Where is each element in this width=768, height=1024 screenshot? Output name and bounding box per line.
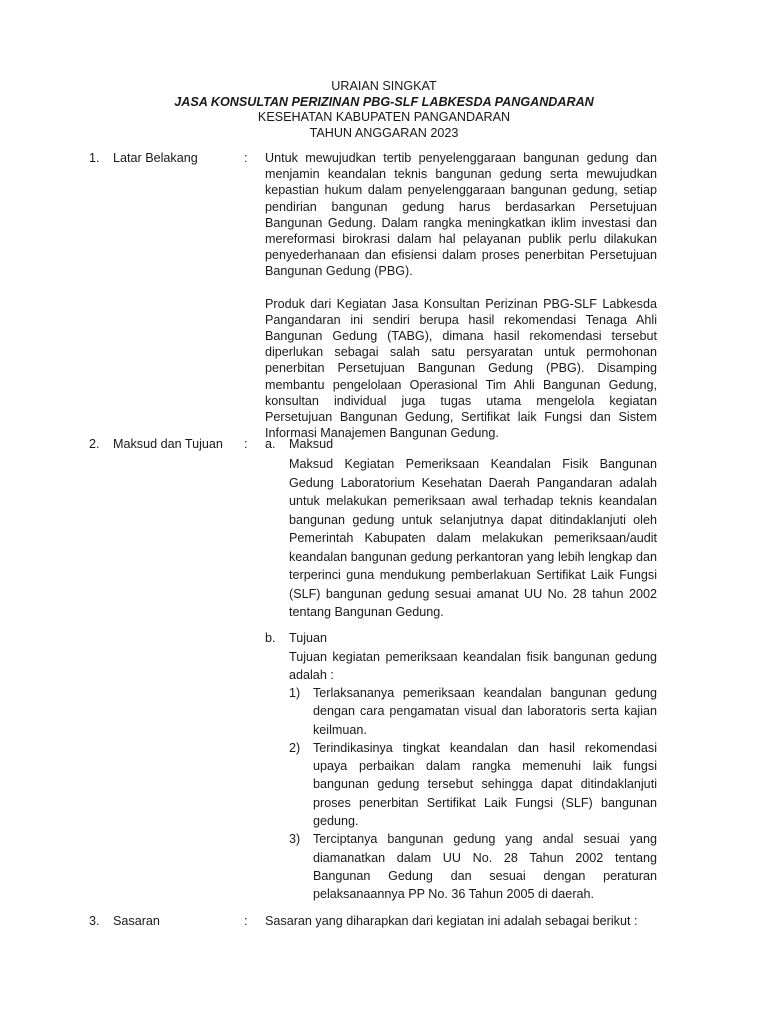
section-1-body [265,150,657,441]
section-1-paragraph-1: Untuk mewujudkan tertib penyelenggaraan bangunan gedung dan menjamin keandalan teknis bangunan gedung serta mewujudkan kepastian hukum dalam penyelenggaraan bangunan gedung, setiap pendirian bangunan gedung harus berdasarkan Persetujuan Bangunan Gedung. Dalam rangka meningkatkan iklim investasi dan mereformasi birokrasi dalam hal pelayanan publik perlu dilakukan penyederhanaan dan efisiensi dalam proses penerbitan Persetujuan Bangunan Gedung (PBG). [265,151,657,279]
tujuan-list [289,684,657,904]
tujuan-label: b. [265,631,276,645]
list-item-number: 1) [289,686,301,700]
list-item-number: 2) [289,740,301,755]
section-3-colon: : [244,914,248,928]
section-1-number: 1. [89,151,100,165]
header-line-4: TAHUN ANGGARAN 2023 [309,125,459,140]
section-1-title: Latar Belakang [113,151,198,165]
header-line-1: URAIAN SINGKAT [331,79,437,93]
section-3-number: 3. [89,914,100,928]
maksud-label: a. [265,437,276,451]
maksud-text: Maksud Kegiatan Pemeriksaan Keandalan Fisik Bangunan Gedung Laboratorium Kesehatan Daerah Pangandaran adalah untuk melakukan pemeriksaan awal terhadap teknis keandalan bangunan gedung untuk selanjutnya dapat ditindaklanjuti oleh Pemerintah Kabupaten dalam melakukan pemeriksaan/audit keandalan bangunan gedung perkantoran yang lebih lengkap dan terperinci guna mendukung pemberlakuan Sertifikat Laik Fungsi (SLF) bangunan gedung sesuai amanat UU No. 28 tahun 2002 tentang Bangunan Gedung. [289,457,657,619]
section-1-colon: : [244,151,248,165]
section-2-title: Maksud dan Tujuan [113,437,223,451]
tujuan-body [289,648,657,685]
section-3-title: Sasaran [113,914,160,928]
section-3-text: Sasaran yang diharapkan dari kegiatan ini adalah sebagai berikut : [265,914,638,928]
list-item-text: Terciptanya bangunan gedung yang andal sesuai yang diamanatkan dalam UU No. 28 Tahun 2002 tentang Bangunan Gedung dan sesuai dengan peraturan pelaksanaannya PP No. 36 Tahun 2005 di daerah. [313,832,657,902]
tujuan-title: Tujuan [289,631,328,645]
document-header [0,79,768,141]
maksud-body [289,455,657,622]
section-1-paragraph-2: Produk dari Kegiatan Jasa Konsultan Perizinan PBG-SLF Labkesda Pangandaran ini sendiri berupa hasil rekomendasi Tenaga Ahli Bangunan Gedung (TABG), dimana hasil rekomendasi tersebut diperlukan sebagai salah satu persyaratan untuk permohonan penerbitan Persetujuan Bangunan Gedung (PBG). Disamping membantu pengelolaan Operasional Tim Ahli Bangunan Gedung, konsultan individual juga tugas utama mengelola kegiatan Persetujuan Bangunan Gedung, Sertifikat laik Fungsi dan Sistem Informasi Manajemen Bangunan Gedung. [265,296,657,441]
list-item [289,739,657,830]
list-item-text: Terlaksananya pemeriksaan keandalan bangunan gedung dengan cara pengamatan visual dan laboratoris serta kajian keilmuan. [313,686,657,737]
tujuan-intro: Tujuan kegiatan pemeriksaan keandalan fisik bangunan gedung adalah : [289,650,657,683]
section-2-number: 2. [89,437,100,451]
list-item [289,684,657,739]
list-item [289,830,657,903]
list-item-text: Terindikasinya tingkat keandalan dan hasil rekomendasi upaya perbaikan dalam rangka memenuhi laik fungsi bangunan gedung tersebut sehingga dapat ditindaklanjuti proses penerbitan Sertifikat Laik Fungsi (SLF) bangunan gedung. [313,740,657,829]
list-item-number: 3) [289,832,301,847]
section-2-colon: : [244,437,248,451]
header-line-2: JASA KONSULTAN PERIZINAN PBG-SLF LABKESDA PANGANDARAN [174,94,594,109]
header-line-3: KESEHATAN KABUPATEN PANGANDARAN [257,110,511,124]
maksud-title: Maksud [289,437,334,451]
